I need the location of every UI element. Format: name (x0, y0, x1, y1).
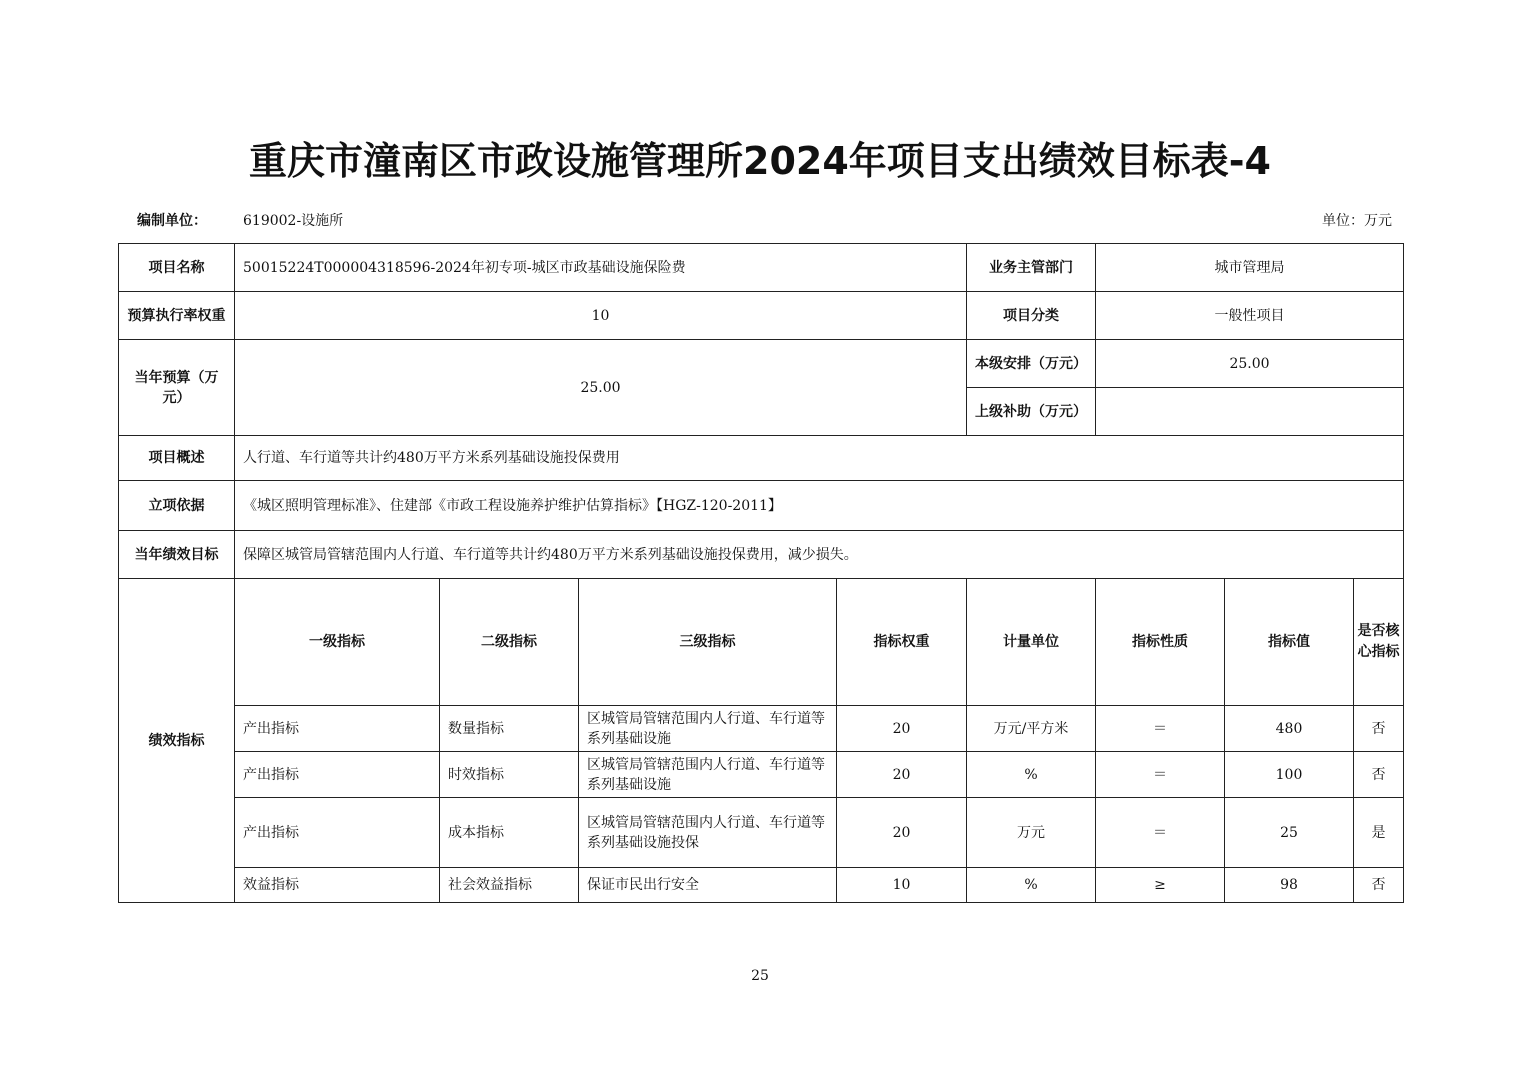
performance-table (118, 243, 1404, 903)
upper-value (1096, 388, 1404, 436)
indicator-weight: 20 (837, 798, 967, 868)
goal-value: 保障区城管局管辖范围内人行道、车行道等共计约480万平方米系列基础设施投保费用，减少损失。 (235, 531, 1404, 579)
local-value: 25.00 (1096, 340, 1404, 388)
header-weight: 指标权重 (837, 579, 967, 706)
overview-label: 项目概述 (119, 436, 235, 481)
indicator-level1: 效益指标 (235, 868, 440, 903)
local-label: 本级安排（万元） (967, 340, 1096, 388)
basis-label: 立项依据 (119, 481, 235, 531)
table-row (119, 340, 1404, 388)
indicator-core: 否 (1354, 706, 1404, 752)
indicator-weight: 10 (837, 868, 967, 903)
currency-unit: 单位：万元 (1322, 213, 1392, 229)
indicator-value: 25 (1225, 798, 1354, 868)
indicator-level2: 成本指标 (440, 798, 579, 868)
indicator-core: 是 (1354, 798, 1404, 868)
table-row (119, 868, 1404, 903)
header-level2: 二级指标 (440, 579, 579, 706)
unit-value: 619002-设施所 (243, 213, 344, 229)
budget-value: 25.00 (235, 340, 967, 436)
indicator-value: 98 (1225, 868, 1354, 903)
unit-label: 编制单位： (137, 213, 207, 229)
indicator-header-row (119, 579, 1404, 706)
indicator-level2: 数量指标 (440, 706, 579, 752)
indicator-level1: 产出指标 (235, 752, 440, 798)
indicator-core: 否 (1354, 752, 1404, 798)
table-row (119, 292, 1404, 340)
table-row (119, 752, 1404, 798)
indicator-nature: ≥ (1096, 868, 1225, 903)
page-number: 25 (751, 968, 769, 984)
dept-value: 城市管理局 (1096, 244, 1404, 292)
table-row (119, 706, 1404, 752)
indicator-nature: ＝ (1096, 752, 1225, 798)
table-row (119, 798, 1404, 868)
basis-value: 《城区照明管理标准》、住建部《市政工程设施养护维护估算指标》【HGZ-120-2011】 (235, 481, 1404, 531)
indicator-core: 否 (1354, 868, 1404, 903)
project-name-value: 50015224T000004318596-2024年初专项-城区市政基础设施保险费 (235, 244, 967, 292)
indicator-level1: 产出指标 (235, 798, 440, 868)
page-title: 重庆市潼南区市政设施管理所2024年项目支出绩效目标表-4 (249, 139, 1271, 183)
indicator-nature: ＝ (1096, 798, 1225, 868)
header-level1: 一级指标 (235, 579, 440, 706)
indicator-nature: ＝ (1096, 706, 1225, 752)
weight-label: 预算执行率权重 (119, 292, 235, 340)
indicator-level3: 区城管局管辖范围内人行道、车行道等系列基础设施 (579, 706, 837, 752)
perf-label: 绩效指标 (119, 579, 235, 903)
project-name-label: 项目名称 (119, 244, 235, 292)
table-row (119, 481, 1404, 531)
indicator-value: 100 (1225, 752, 1354, 798)
indicator-level2: 时效指标 (440, 752, 579, 798)
indicator-unit: 万元 (967, 798, 1096, 868)
budget-label: 当年预算（万元） (119, 340, 235, 436)
table-row (119, 531, 1404, 579)
indicator-level1: 产出指标 (235, 706, 440, 752)
indicator-weight: 20 (837, 752, 967, 798)
indicator-level3: 区城管局管辖范围内人行道、车行道等系列基础设施投保 (579, 798, 837, 868)
indicator-unit: 万元/平方米 (967, 706, 1096, 752)
indicator-weight: 20 (837, 706, 967, 752)
indicator-level2: 社会效益指标 (440, 868, 579, 903)
overview-value: 人行道、车行道等共计约480万平方米系列基础设施投保费用 (235, 436, 1404, 481)
header-unit: 计量单位 (967, 579, 1096, 706)
table-row (119, 436, 1404, 481)
indicator-level3: 保证市民出行安全 (579, 868, 837, 903)
indicator-value: 480 (1225, 706, 1354, 752)
weight-value: 10 (235, 292, 967, 340)
category-label: 项目分类 (967, 292, 1096, 340)
header-core: 是否核心指标 (1354, 579, 1404, 706)
header-nature: 指标性质 (1096, 579, 1225, 706)
indicator-unit: % (967, 752, 1096, 798)
upper-label: 上级补助（万元） (967, 388, 1096, 436)
category-value: 一般性项目 (1096, 292, 1404, 340)
indicator-level3: 区城管局管辖范围内人行道、车行道等系列基础设施 (579, 752, 837, 798)
header-level3: 三级指标 (579, 579, 837, 706)
table-row (119, 244, 1404, 292)
dept-label: 业务主管部门 (967, 244, 1096, 292)
goal-label: 当年绩效目标 (119, 531, 235, 579)
indicator-unit: % (967, 868, 1096, 903)
header-value: 指标值 (1225, 579, 1354, 706)
